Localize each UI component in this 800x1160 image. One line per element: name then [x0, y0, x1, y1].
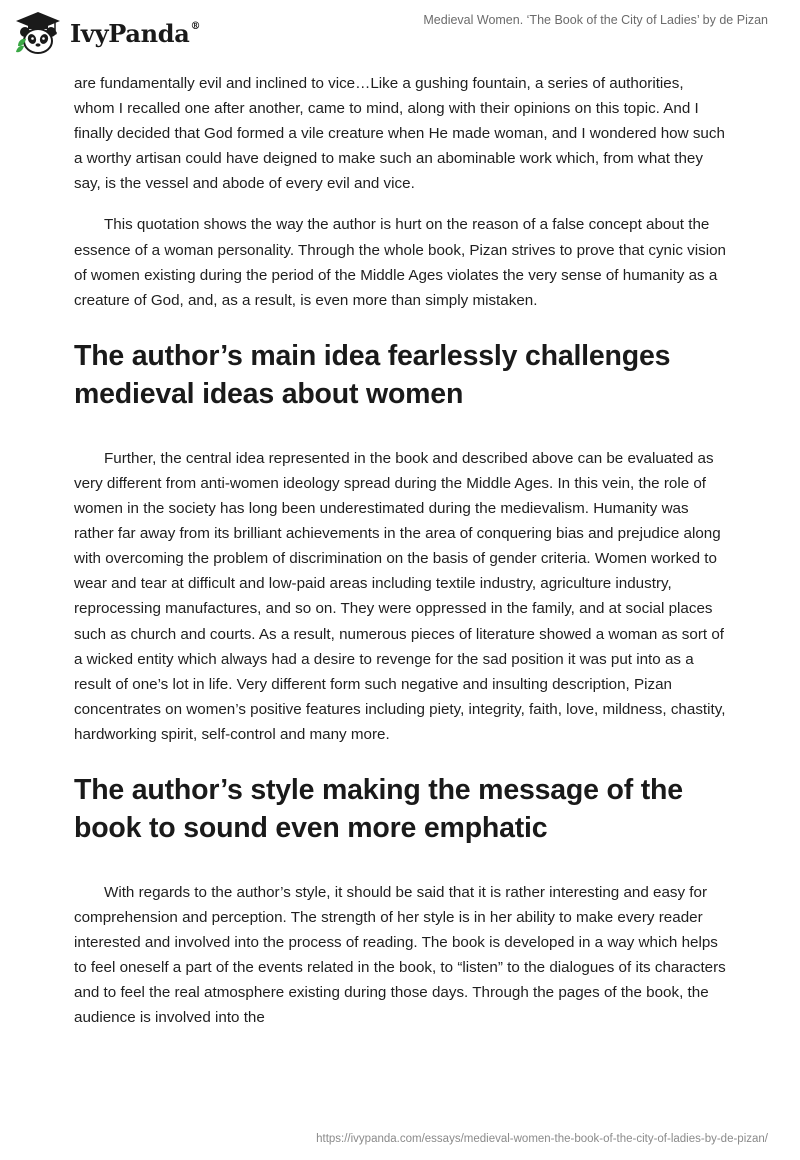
article-body	[74, 71, 728, 1049]
quote-paragraph: are fundamentally evil and inclined to vice…Like a gushing fountain, a series of authorities, whom I recalled one after another, came to mind, along with their opinions on this topic. And I finally decided that God formed a vile creature when He made woman, and I wondered how such a worthy artisan could have deigned to make such an abominable work which, from what they say, is the vessel and abode of every evil and vice.	[74, 75, 725, 193]
ivypanda-logo[interactable]	[14, 10, 200, 56]
registered-mark: ®	[190, 20, 201, 32]
body-paragraph: With regards to the author’s style, it should be said that it is rather interesting and easy for comprehension and perception. The strength of her style is in her ability to make every reader interested and involved into the process of reading. The book is developed in a way which helps to feel oneself a part of the events related in the book, to “listen” to the dialogues of its characters and to feel the real atmosphere existing during those days. Through the pages of the book, the audience is involved into the	[74, 883, 726, 1027]
body-paragraph: This quotation shows the way the author is hurt on the reason of a false concept about the essence of a woman personality. Through the whole book, Pizan strives to prove that cynic vision of women existing during the period of the Middle Ages violates the very sense of humanity as a creature of God, and, as a result, is even more than simply mistaken.	[74, 216, 727, 309]
body-paragraph: Further, the central idea represented in the book and described above can be evaluated as very different from anti-women ideology spread during the Middle Ages. In this vein, the role of women in the society has long been underestimated during the medievalism. Humanity was rather far away from its brilliant achievements in the area of conquering bias and prejudice along with overcoming the problem of discrimination on the basis of gender criteria. Women worked to wear and tear at difficult and low-paid areas including textile industry, agriculture industry, reprocessing manufactures, and so on. They were oppressed in the family, and at social places such as church and courts. As a result, numerous pieces of literature showed a woman as sort of a wicked entity which always had a desire to revenge for the sad position it was put into as a result of one’s lot in life. Very different form such negative and insulting description, Pizan concentrates on women’s positive features including piety, integrity, faith, love, mildness, chastity, hardworking spirit, self-control and many more.	[74, 449, 726, 743]
section-heading: The author’s style making the message of the book to sound even more emphatic	[74, 773, 683, 844]
logo-text: IvyPanda	[70, 18, 190, 48]
section-heading: The author’s main idea fearlessly challenges medieval ideas about women	[74, 339, 671, 410]
page-header	[0, 0, 800, 64]
panda-graduation-cap-icon	[14, 10, 62, 56]
footer-url[interactable]: https://ivypanda.com/essays/medieval-women-the-book-of-the-city-of-ladies-by-de-pizan/	[316, 1133, 768, 1145]
document-title: Medieval Women. ‘The Book of the City of Ladies’ by de Pizan	[423, 13, 768, 27]
